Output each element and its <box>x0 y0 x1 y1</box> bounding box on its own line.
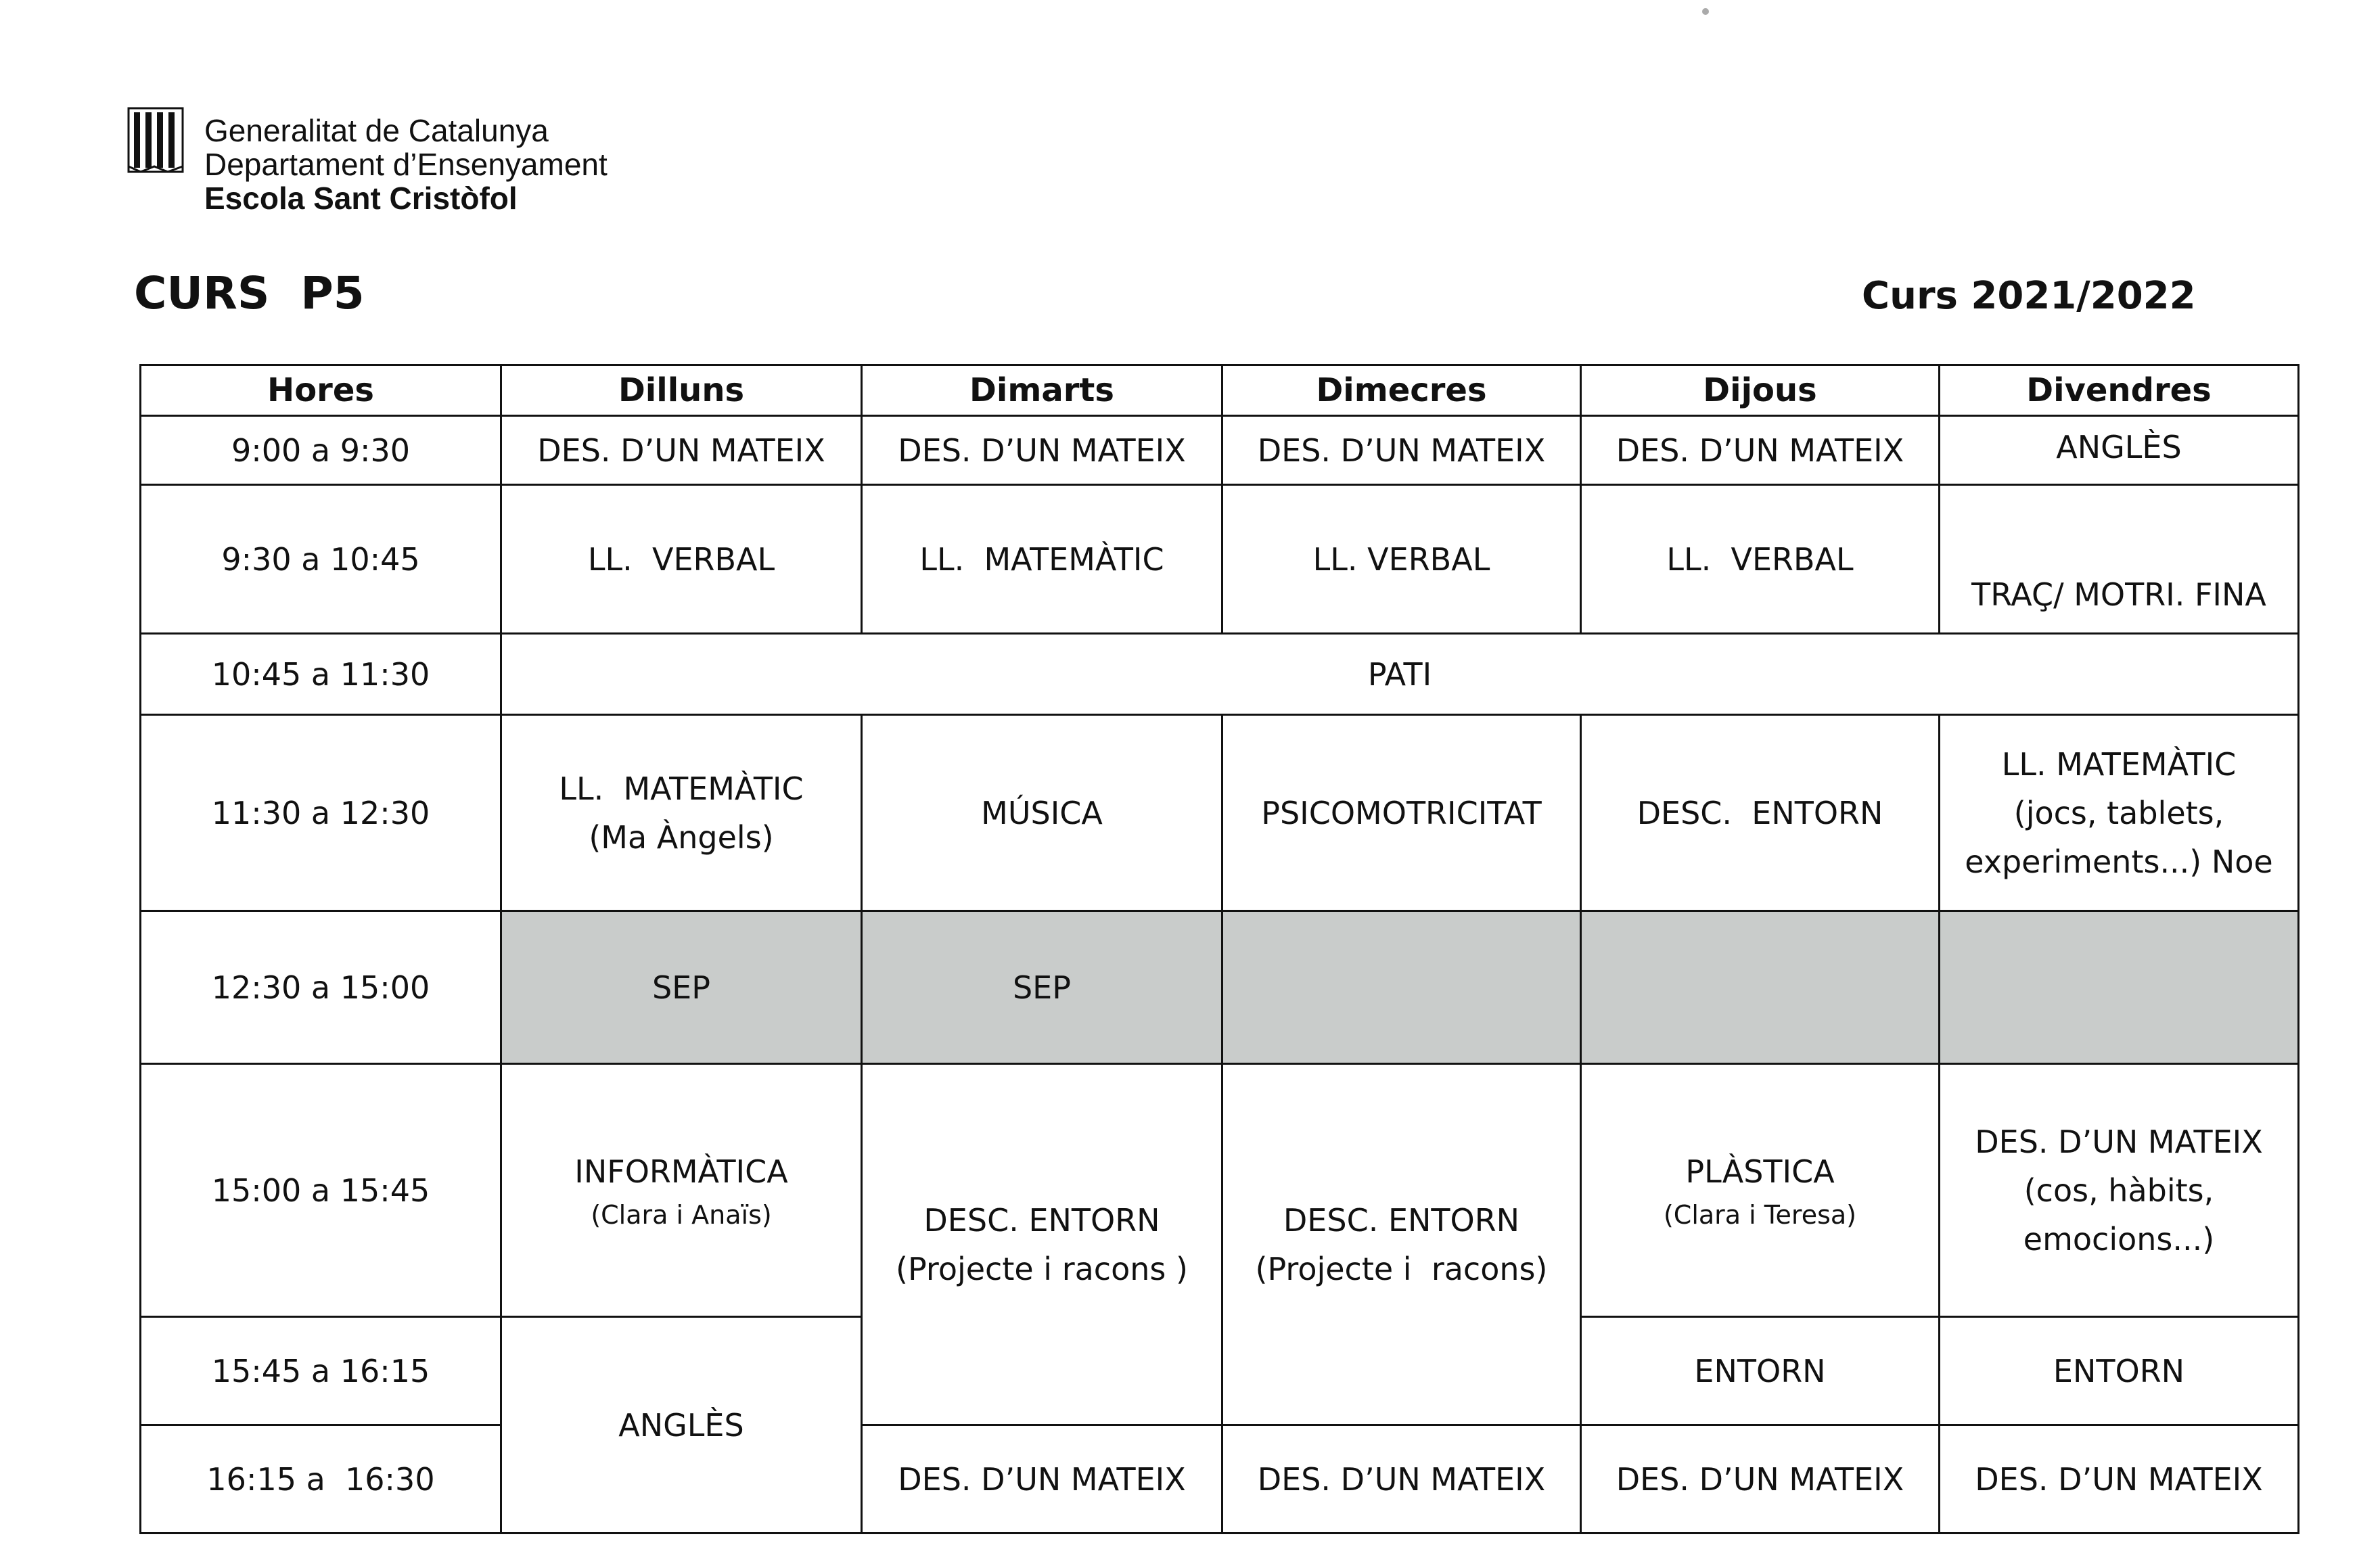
cell-line: (cos, hàbits, <box>2023 1172 2214 1209</box>
time-cell: 15:45 a 16:15 <box>141 1317 501 1425</box>
schedule-cell: SEP <box>501 911 862 1064</box>
schedule-cell <box>1940 911 2299 1064</box>
header-dilluns: Dilluns <box>501 365 862 416</box>
table-row <box>141 485 2299 634</box>
schedule-cell: LL. VERBAL <box>1581 485 1940 634</box>
table-row <box>141 634 2299 715</box>
header-dimarts: Dimarts <box>862 365 1222 416</box>
cell-line: experiments...) Noe <box>1965 843 2273 880</box>
time-cell: 15:00 a 15:45 <box>141 1064 501 1317</box>
schedule-table <box>139 364 2299 1534</box>
schedule-cell: DES. D’UN MATEIX <box>862 416 1222 485</box>
schedule-cell: DES. D’UN MATEIX <box>1222 416 1581 485</box>
cell-line: INFORMÀTICA <box>574 1153 788 1190</box>
header-dijous: Dijous <box>1581 365 1940 416</box>
header-divendres: Divendres <box>1940 365 2299 416</box>
cell-line: LL. MATEMÀTIC <box>2001 745 2237 783</box>
schedule-cell: LL. MATEMÀTIC <box>862 485 1222 634</box>
schedule-cell: LL. VERBAL <box>501 485 862 634</box>
schedule-cell: DESC. ENTORN <box>1581 715 1940 911</box>
schedule-cell: ENTORN <box>1940 1317 2299 1425</box>
cell-subline: (Clara i Teresa) <box>1663 1199 1857 1230</box>
table-row <box>141 715 2299 911</box>
time-cell: 11:30 a 12:30 <box>141 715 501 911</box>
header-row <box>141 365 2299 416</box>
cell-line: DESC. ENTORN <box>923 1201 1160 1239</box>
time-cell: 10:45 a 11:30 <box>141 634 501 715</box>
schedule-cell <box>501 715 862 911</box>
table-row <box>141 911 2299 1064</box>
table-row <box>141 1425 2299 1534</box>
schedule-cell: ANGLÈS <box>1940 416 2299 485</box>
header-hores: Hores <box>141 365 501 416</box>
schedule-cell: PSICOMOTRICITAT <box>1222 715 1581 911</box>
schedule-cell <box>862 1064 1222 1425</box>
time-cell: 9:30 a 10:45 <box>141 485 501 634</box>
schedule-cell <box>1940 1064 2299 1317</box>
organization-block <box>204 114 608 215</box>
schedule-cell: ANGLÈS <box>501 1317 862 1534</box>
header-dimecres: Dimecres <box>1222 365 1581 416</box>
cell-line: PLÀSTICA <box>1685 1153 1835 1190</box>
schedule-cell <box>501 1064 862 1317</box>
cell-line: (jocs, tablets, <box>2013 794 2224 831</box>
schedule-cell: DES. D’UN MATEIX <box>1222 1425 1581 1534</box>
course-title: CURS P5 <box>134 267 365 319</box>
schedule-cell <box>1581 1064 1940 1317</box>
org-name: Generalitat de Catalunya <box>204 113 549 148</box>
time-cell: 12:30 a 15:00 <box>141 911 501 1064</box>
cell-line: LL. MATEMÀTIC <box>559 770 804 807</box>
schedule-cell <box>1222 1064 1581 1425</box>
schedule-cell <box>1581 911 1940 1064</box>
generalitat-logo-icon <box>127 107 184 173</box>
school-year: Curs 2021/2022 <box>1862 274 2196 318</box>
cell-line: emocions...) <box>2023 1220 2215 1258</box>
scan-speck <box>1702 8 1709 15</box>
table-row <box>141 416 2299 485</box>
schedule-cell: SEP <box>862 911 1222 1064</box>
schedule-cell: LL. VERBAL <box>1222 485 1581 634</box>
school-name: Escola Sant Cristòfol <box>204 181 518 216</box>
cell-line: (Projecte i racons) <box>1255 1250 1548 1287</box>
schedule-cell: MÚSICA <box>862 715 1222 911</box>
cell-line: DES. D’UN MATEIX <box>1975 1123 2263 1160</box>
time-cell: 16:15 a 16:30 <box>141 1425 501 1534</box>
pati-cell: PATI <box>501 634 2299 715</box>
time-cell: 9:00 a 9:30 <box>141 416 501 485</box>
schedule-cell: ENTORN <box>1581 1317 1940 1425</box>
cell-subline: (Clara i Anaïs) <box>591 1199 772 1230</box>
schedule-cell: DES. D’UN MATEIX <box>1581 416 1940 485</box>
schedule-cell <box>1222 911 1581 1064</box>
schedule-cell: DES. D’UN MATEIX <box>862 1425 1222 1534</box>
schedule-cell: TRAÇ/ MOTRI. FINA <box>1940 485 2299 634</box>
cell-line: (Ma Àngels) <box>589 818 774 856</box>
schedule-cell: DES. D’UN MATEIX <box>501 416 862 485</box>
department-name: Departament d’Ensenyament <box>204 147 608 182</box>
cell-line: (Projecte i racons ) <box>896 1250 1188 1287</box>
cell-line: DESC. ENTORN <box>1283 1201 1520 1239</box>
table-row <box>141 1064 2299 1317</box>
schedule-cell <box>1940 715 2299 911</box>
schedule-cell: DES. D’UN MATEIX <box>1581 1425 1940 1534</box>
schedule-cell: DES. D’UN MATEIX <box>1940 1425 2299 1534</box>
